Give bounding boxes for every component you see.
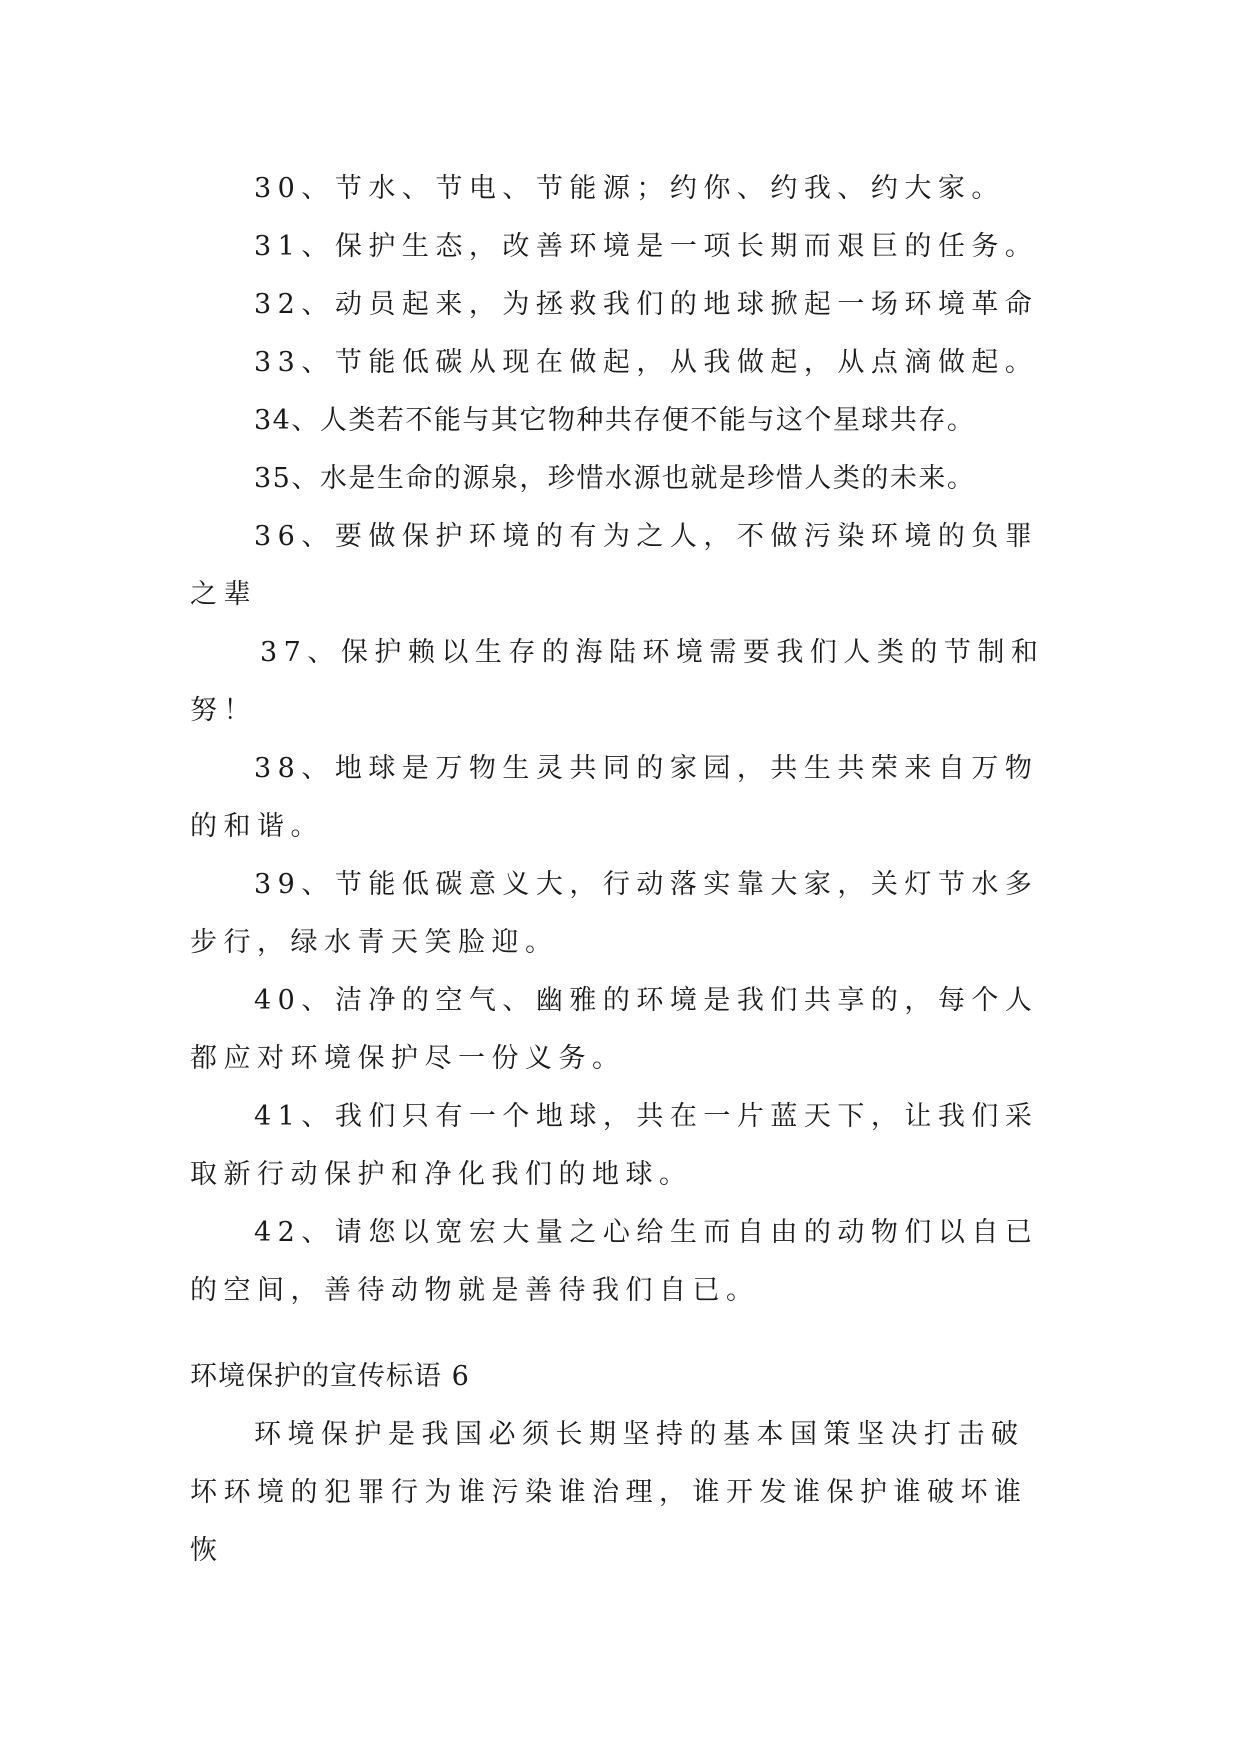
slogan-item: 36、要做保护环境的有为之人，不做污染环境的负罪之辈 [190,521,1039,610]
slogan-item: 37、保护赖以生存的海陆环境需要我们人类的节制和努！ [190,637,1045,726]
slogan-item: 31、保护生态，改善环境是一项长期而艰巨的任务。 [254,231,1039,262]
slogan-item: 34、人类若不能与其它物种共存便不能与这个星球共存。 [254,405,976,436]
slogan-item: 39、节能低碳意义大，行动落实靠大家，关灯节水多步行，绿水青天笑脸迎。 [190,869,1039,958]
slogan-item: 42、请您以宽宏大量之心给生而自由的动物们以自已的空间，善待动物就是善待我们自已。 [190,1217,1039,1306]
document-content [190,160,1050,1580]
section-body: 环境保护是我国必须长期坚持的基本国策坚决打击破坏环境的犯罪行为谁污染谁治理，谁开发谁保护谁破坏谁恢 [190,1419,1028,1566]
slogan-item: 33、节能低碳从现在做起，从我做起，从点滴做起。 [254,347,1039,378]
slogan-item: 41、我们只有一个地球，共在一片蓝天下，让我们采取新行动保护和净化我们的地球。 [190,1101,1039,1190]
slogan-item: 40、洁净的空气、幽雅的环境是我们共享的，每个人都应对环境保护尽一份义务。 [190,985,1039,1074]
slogan-item: 30、节水、节电、节能源；约你、约我、约大家。 [254,173,1005,204]
slogan-item: 35、水是生命的源泉，珍惜水源也就是珍惜人类的未来。 [254,463,976,494]
section-title: 环境保护的宣传标语 6 [190,1361,470,1392]
slogan-item: 32、动员起来，为拯救我们的地球掀起一场环境革命 [254,289,1039,320]
slogan-item: 38、地球是万物生灵共同的家园，共生共荣来自万物的和谐。 [190,753,1039,842]
